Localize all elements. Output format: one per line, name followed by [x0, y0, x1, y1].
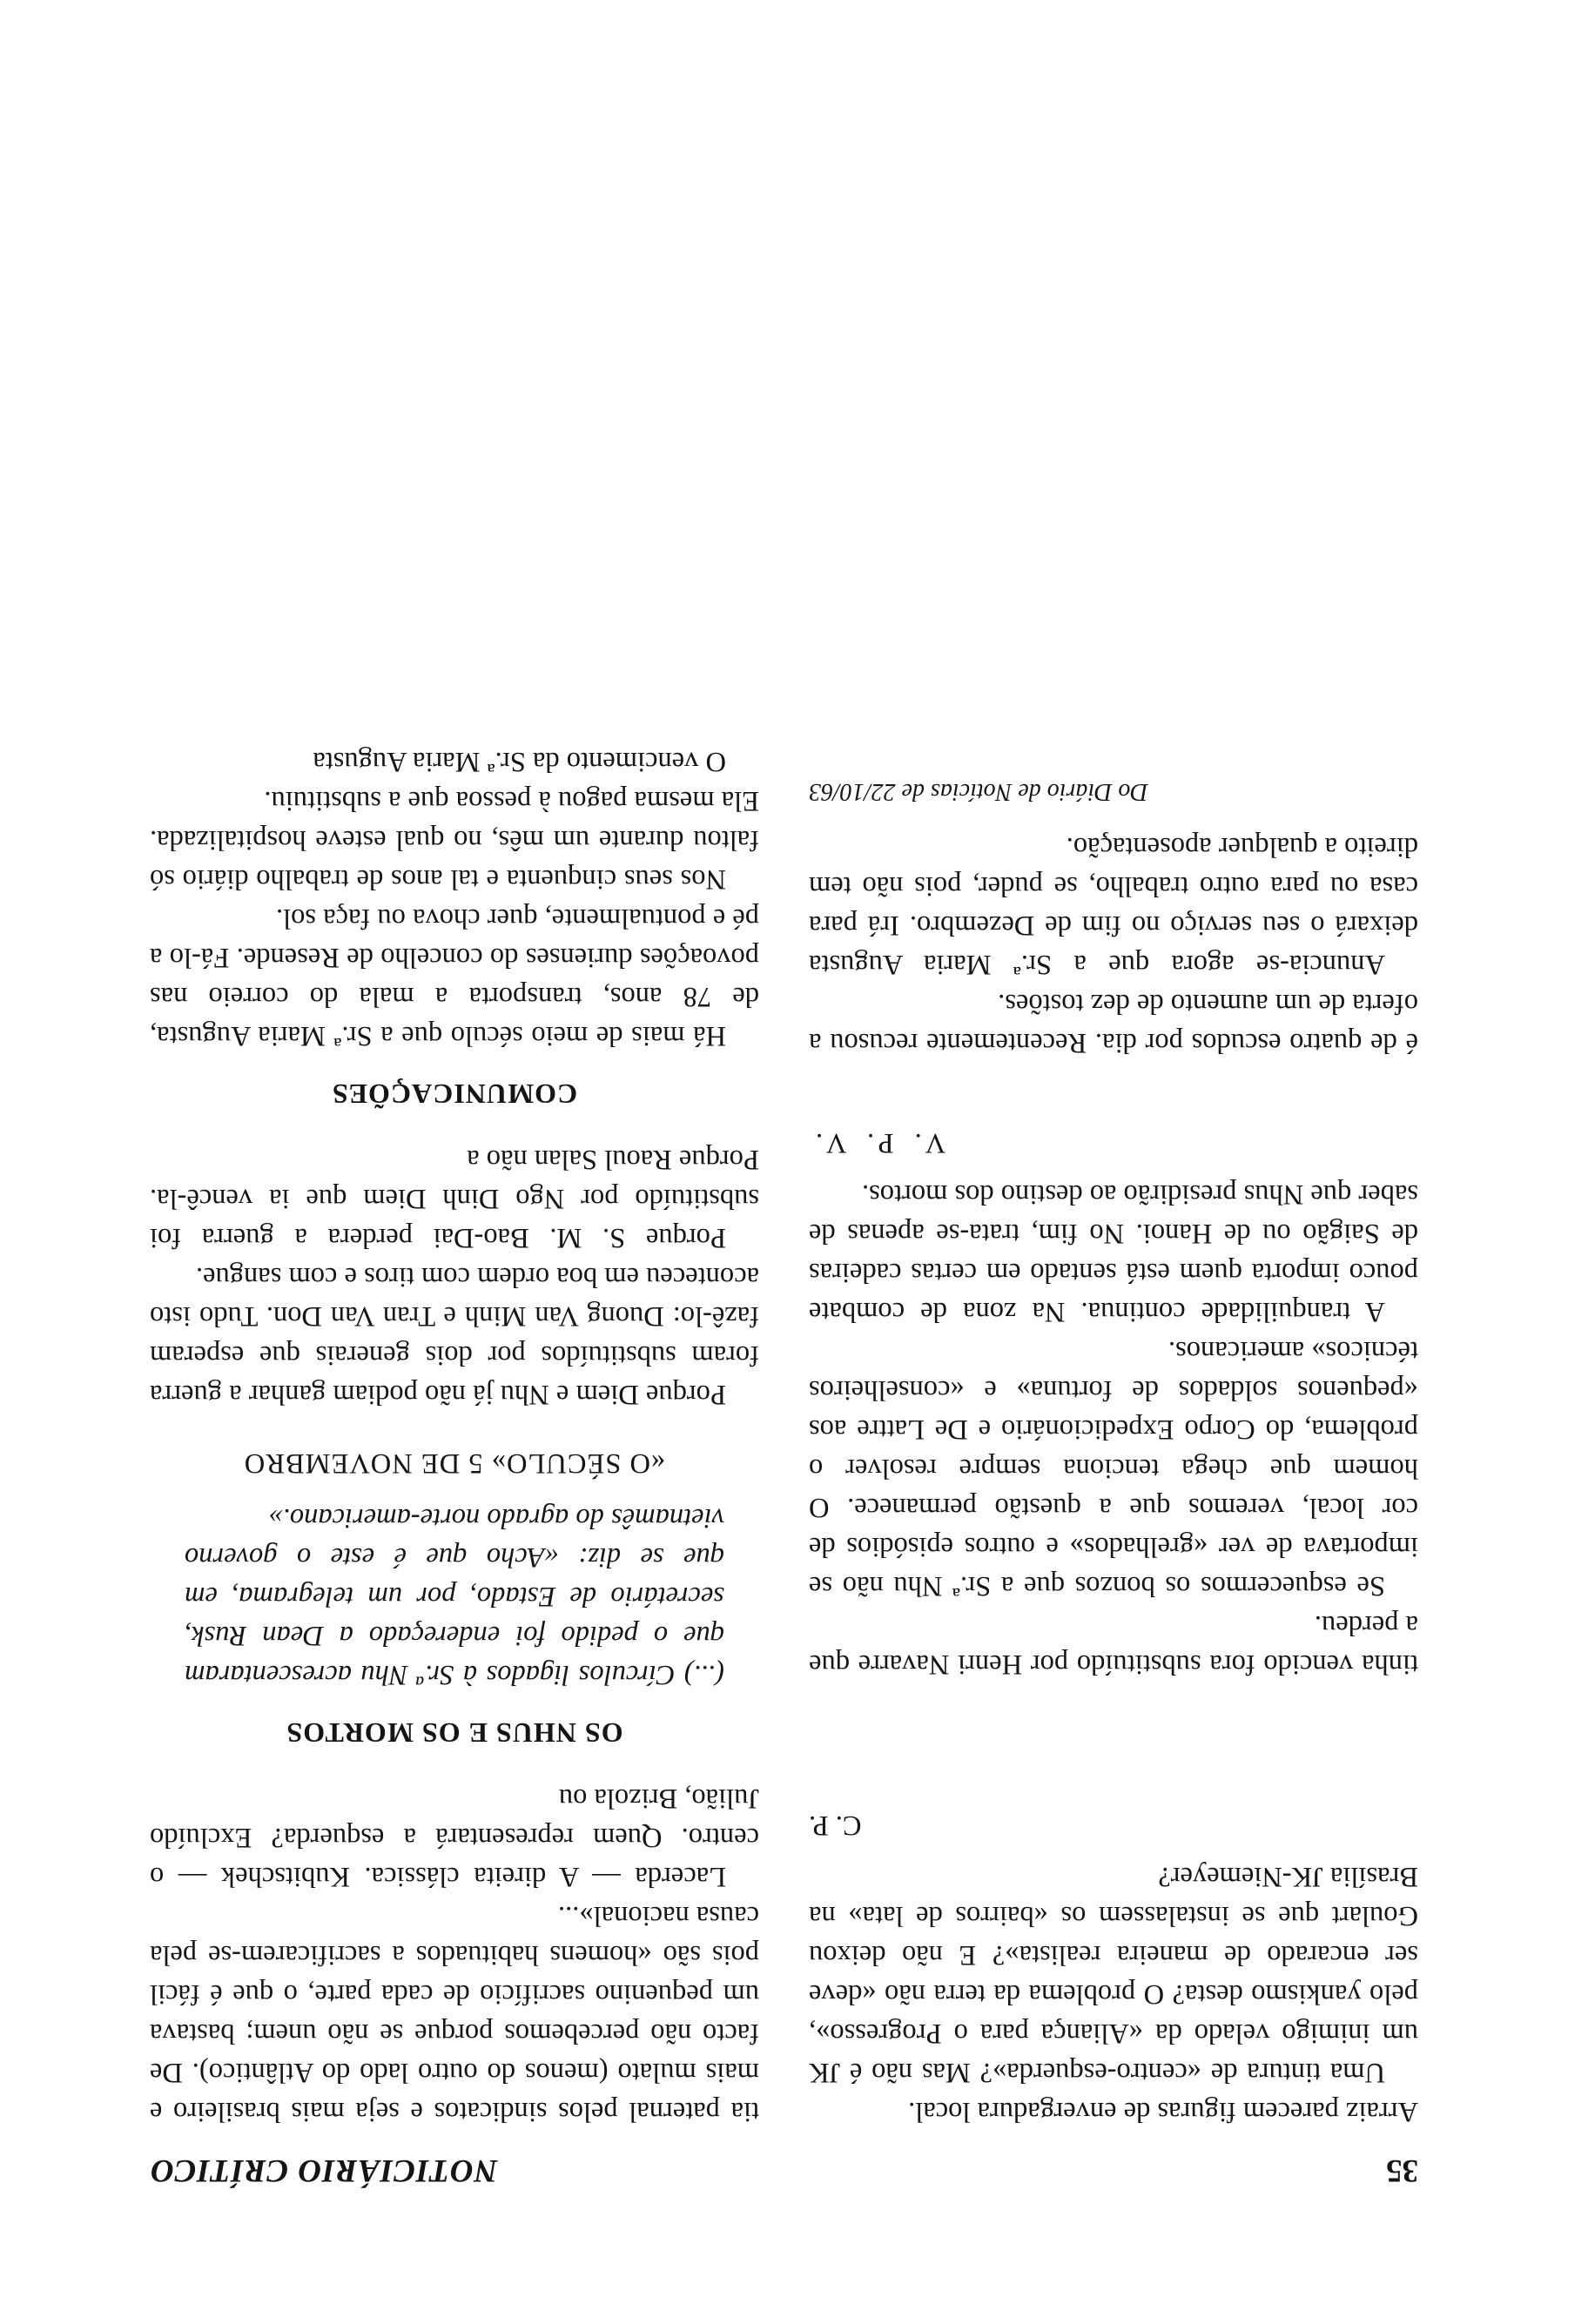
paragraph: Uma tintura de «centro-esquerda»? Mas não é JK um inimigo velado da «Aliança para o Progresso», pelo yankismo desta? O problema da terra não «deve ser encarado de maneira realista»? E não deixou Goulart que se instalassem os «bairros de lata» na Brasília JK-Niemeyer? — [809, 1861, 1418, 2088]
signature: V. P. V. — [809, 1127, 946, 1159]
paragraph: Anuncia-se agora que a Sr.ª Maria Augusta deixará o seu serviço no fim de Dezembro. Irá para casa ou para outro trabalho, se puder, pois não tem direito a qualquer aposentação. — [809, 831, 1418, 980]
paragraph: Se esquecermos os bonzos que a Sr.ª Nhu não se importava de ver «grelhados» e outros episódios de cor local, veremos que a questão permanece. O homem que chega tenciona sempre resolver o problema, do Corpo Expedicionário e De Lattre aos «pequenos soldados de fortuna» e «conselheiros técnicos» americanos. — [809, 1335, 1418, 1602]
running-head — [150, 2140, 1418, 2189]
section-title: NOTICIÁRIO CRÍTICO — [150, 2153, 498, 2188]
article-heading: COMUNICAÇÕES — [331, 1078, 578, 1110]
paragraph: tinha vencido fora substituído por Henri Navarre que a perdeu. — [809, 1609, 1418, 1680]
signature: C. P. — [809, 1810, 862, 1841]
epigraph-source: «O SÉCULO» 5 DE NOVEMBRO — [243, 1447, 666, 1479]
left-column — [809, 183, 1418, 2131]
article-heading: OS NHUS E OS MORTOS — [286, 1717, 623, 1749]
epigraph: (...) Círculos ligados à Sr.ª Nhu acrescentaram que o pedido foi endereçado a Dean Rusk, secretário de Estado, por um telegrama, em que se diz: «Acho que é este o governo vietnamês do agrado norte-americano.» — [185, 1502, 724, 1690]
paragraph: Porque S. M. Bao-Dai perdera a guerra foi substituído por Ngo Dinh Diem que ia vencê-la. Porque Raoul Salan não a — [150, 1144, 759, 1253]
spacer — [809, 1683, 1418, 1744]
source-citation: Do Diário de Notícias de 22/10/63 — [809, 778, 1148, 805]
paragraph: Nos seus cinquenta e tal anos de trabalho diário só faltou durante um mês, no qual esteve hospitalizada. Ela mesma pagou à pessoa que a substituiu. — [150, 785, 759, 895]
paragraph: A tranquilidade continua. Na zona de combate pouco importa quem está sentado em certas cadeiras de Saigão ou de Hanoi. No fim, trata-se apenas de saber que Nhus presidirão ao destino dos mortos. — [809, 1179, 1418, 1327]
page-number: 35 — [1386, 2153, 1418, 2188]
paragraph: Lacerda — A direita clássica. Kubitschek — o centro. Quem representará a esquerda? Excluído Julião, Brizola ou — [150, 1783, 759, 1892]
paragraph: tia paternal pelos sindicatos e seja mais brasileiro e mais mulato (menos do outro lado do Atlântico). De facto não percebemos porque se não unem; bastava um pequenino sacrifício de cada parte, o que é fácil pois são «homens habituados a sacrificarem-se pela causa nacional»... — [150, 1900, 759, 2127]
paragraph: O vencimento da Sr.ª Maria Augusta — [313, 746, 726, 777]
paragraph: é de quatro escudos por dia. Recentemente recusou a oferta de um aumento de dez tostões. — [809, 988, 1418, 1058]
paragraph: Porque Diem e Nhu já não podiam ganhar a guerra foram substituídos por dois generais que esperam fazê-lo: Duong Van Minh e Tran Van Don. Tudo isto aconteceu em boa ordem com tiros e com sangue. — [150, 1261, 759, 1410]
right-column — [150, 183, 759, 2131]
paragraph: Arraiz parecem figuras de envergadura local. — [908, 2096, 1418, 2127]
paragraph: Há mais de meio século que a Sr.ª Maria Augusta, de 78 anos, transporta a mala do correio nas povoações durienses do concelho de Resende. Fá-lo a pé e pontualmente, quer chova ou faça sol. — [150, 903, 759, 1051]
